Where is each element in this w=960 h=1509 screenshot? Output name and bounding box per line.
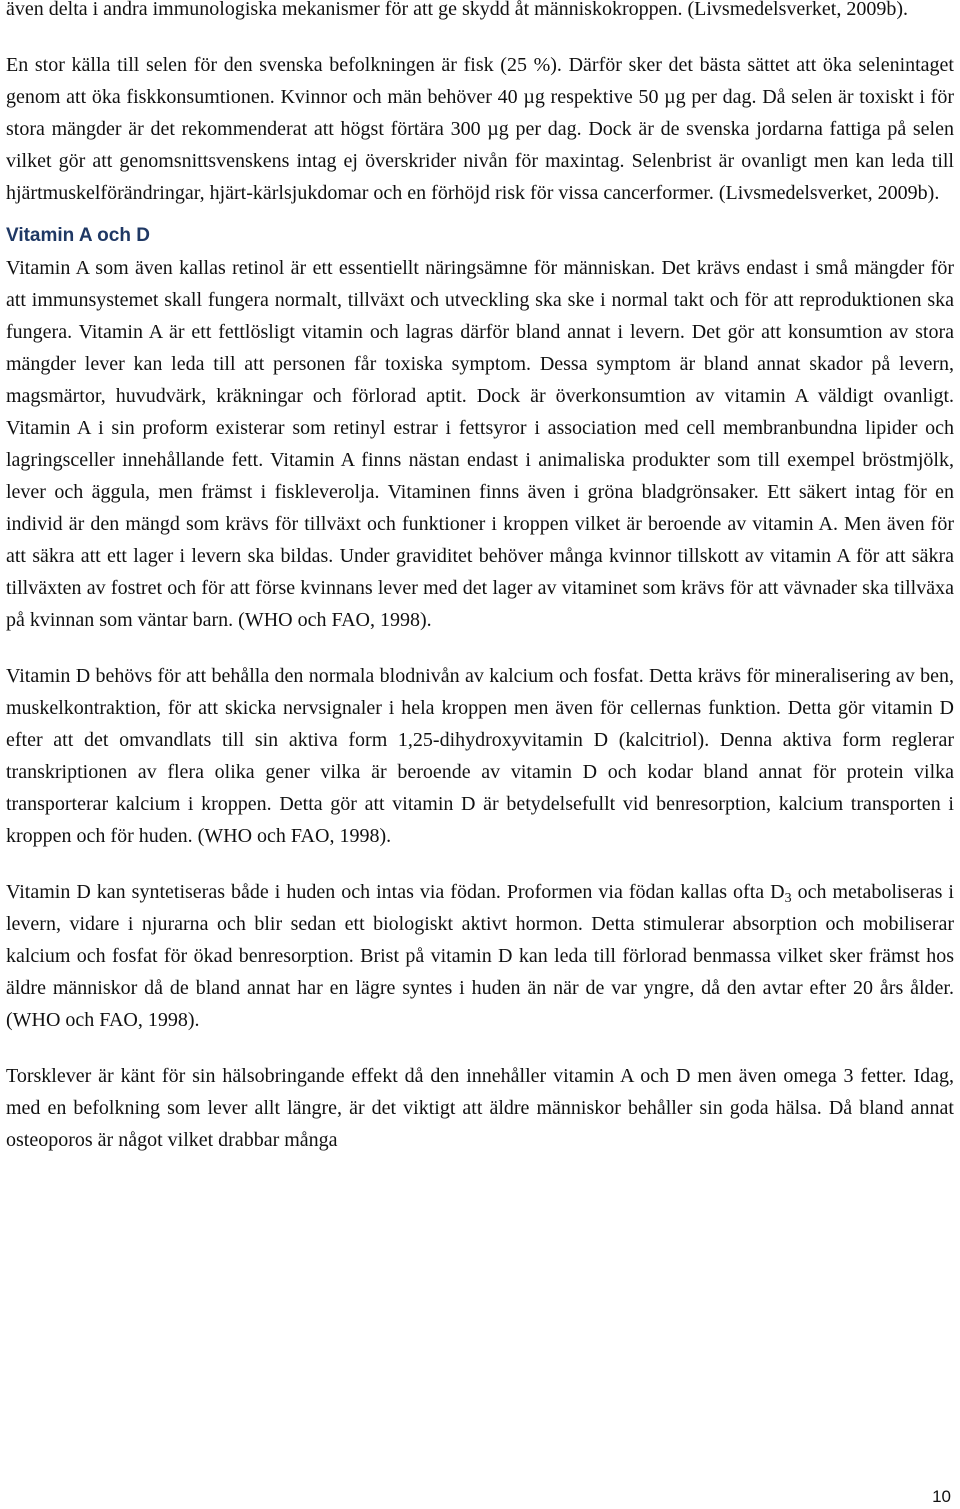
paragraph-vitamin-d-synthesis-part2: och metaboliseras i levern, vidare i njurarna och blir sedan ett biologiskt aktivt hormon. Detta stimulerar absorption och mobiliserar kalcium och fosfat för ökad benresorption. Brist på vitamin D kan leda till förlorad benmassa vilket sker främst hos äldre människor då de bland annat har en lägre syntes i huden än när de var yngre, då den avtar efter 20 års ålder. (WHO och FAO, 1998). — [6, 881, 954, 1031]
paragraph-vitamin-d-synthesis-part1: Vitamin D kan syntetiseras både i huden och intas via födan. Proformen via födan kallas ofta D — [6, 881, 785, 903]
paragraph-vitamin-a: Vitamin A som även kallas retinol är ett essentiellt näringsämne för människan. Det krävs endast i små mängder för att immunsystemet skall fungera normalt, tillväxt och utveckling ska ske i normal takt och för att reproduktionen ska fungera. Vitamin A är ett fettlösligt vitamin och lagras därför bland annat i levern. Det gör att konsumtion av stora mängder lever kan leda till att personen får toxiska symptom. Dessa symptom är bland annat skador på levern, magsmärtor, huvudvärk, kräkningar och förlorad aptit. Dock är överkonsumtion av vitamin A väldigt ovanligt. Vitamin A i sin proform existerar som retinyl estrar i fettsyror i association med cell membranbundna lipider och lagringsceller innehållande fett. Vitamin A finns nästan endast i animaliska produkter som till exempel bröstmjölk, lever och äggula, men främst i fiskleverolja. Vitaminen finns även i gröna bladgrönsaker. Ett säkert intag för en individ är den mängd som krävs för tillväxt och funktioner i kroppen vilket är beroende av vitamin A. Men även för att säkra att ett lager i levern ska bildas. Under graviditet behöver många kvinnor tillskott av vitamin A för att säkra tillväxten av fostret och för att förse kvinnans lever med det lager av vitaminet som krävs för att vävnader ska tillväxa på kvinnan som väntar barn. (WHO och FAO, 1998). — [6, 257, 954, 631]
page-number: 10 — [932, 1487, 951, 1506]
subscript-3: 3 — [784, 891, 792, 906]
paragraph-immunology-tail: även delta i andra immunologiska mekanismer för att ge skydd åt människokroppen. (Livsmedelsverket, 2009b). — [6, 0, 908, 20]
section-heading-vitamin-a-d: Vitamin A och D — [6, 225, 150, 246]
paragraph-cod-liver: Torsklever är känt för sin hälsobringande effekt då den innehåller vitamin A och D men även omega 3 fetter. Idag, med en befolkning som lever allt längre, är det viktigt att äldre människor behåller sin goda hälsa. Då bland annat osteoporos är något vilket drabbar många — [6, 1065, 954, 1151]
paragraph-selenium-sources: En stor källa till selen för den svenska befolkningen är fisk (25 %). Därför sker det bästa sättet att öka selenintaget genom att öka fiskkonsumtionen. Kvinnor och män behöver 40 µg respektive 50 µg per dag. Då selen är toxiskt i för stora mängder är det rekommenderat att högst förtära 300 µg per dag. Dock är de svenska jordarna fattiga på selen vilket gör att genomsnittsvenskens intag ej överskrider nivån för maxintag. Selenbrist är ovanligt men kan leda till hjärtmuskelförändringar, hjärt-kärlsjukdomar och en förhöjd risk för vissa cancerformer. (Livsmedelsverket, 2009b). — [6, 54, 954, 204]
paragraph-vitamin-d-synthesis — [6, 876, 954, 1036]
paragraph-vitamin-d-function: Vitamin D behövs för att behålla den normala blodnivån av kalcium och fosfat. Detta krävs för mineralisering av ben, muskelkontraktion, för att skicka nervsignaler i hela kroppen men även för cellernas funktion. Detta gör vitamin D efter att det omvandlats till sin aktiva form 1,25-dihydroxyvitamin D (kalcitriol). Denna aktiva form reglerar transkriptionen av flera olika gener vilka är beroende av vitamin D och kodar bland annat för protein vilka transporterar kalcium i kroppen. Detta gör att vitamin D är betydelsefullt vid benresorption, kalcium transporten i kroppen och för huden. (WHO och FAO, 1998). — [6, 665, 954, 847]
